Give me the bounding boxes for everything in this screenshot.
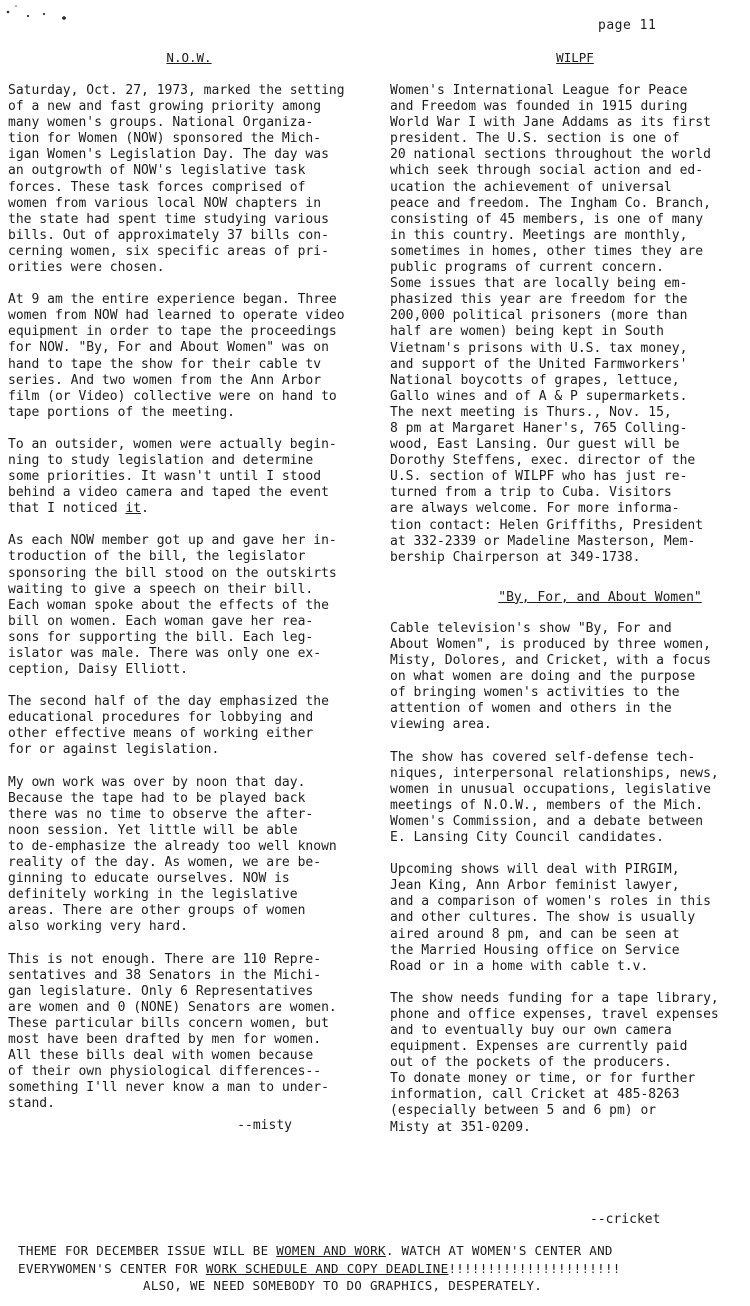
now-paragraph-3: To an outsider, women were actually begin- ning to study legislation and determine some priorities. It wasn't until I stood behind a video camera and taped the event that I noticed it. — [8, 436, 337, 517]
show-paragraph-1: Cable television's show "By, For and About Women", is produced by three women, Misty, Dolores, and Cricket, with a focus on what women are doing and the purpose of bringing women's activities to the attention of women and others in the viewing area. — [390, 620, 711, 733]
underlined-it: it — [125, 501, 142, 517]
show-paragraph-4: The show needs funding for a tape library, phone and office expenses, travel expenses and to eventually buy our own camera equipment. Expenses are currently paid out of the pockets of the producers. To donate money or time, or for further information, call Cricket at 485-8263 (especially between 5 and 6 pm) or Misty at 351-0209. — [390, 990, 719, 1135]
by-for-about-women-heading: "By, For, and About Women" — [498, 589, 702, 605]
wilpf-paragraph: Women's International League for Peace and Freedom was founded in 1915 during World War I with Jane Addams as its first president. The U.S. section is one of 20 national sections throughout the world which seek through social action and ed- ucation the achievement of universal peace and freedom. The Ingham Co. Branch, consisting of 45 members, is one of many in this country. Meetings are monthly, sometimes in homes, other times they are public programs of current concern. Some issues that are locally being em- phasized this year are freedom for the 200,000 political prisoners (more than half are women) being kept in South Vietnam's prisons with U.S. tax money, and support of the United Farmworkers' National boycotts of grapes, lettuce, Gallo wines and of A & P supermarkets. The next meeting is Thurs., Nov. 15, 8 pm at Margaret Haner's, 765 Colling- wood, East Lansing. Our guest will be Dorothy Steffens, exec. director of the U.S. section of WILPF who has just re- turned from a trip to Cuba. Visitors are always welcome. For more informa- tion contact: Helen Griffiths, President at 332-2339 or Madeline Masterson, Mem- bership Chairperson at 349-1738. — [390, 83, 711, 565]
cricket-signature: --cricket — [590, 1212, 661, 1227]
now-column — [8, 50, 370, 1135]
show-paragraph-2: The show has covered self-defense tech- niques, interpersonal relationships, news, women in unusual occupations, legislative meetings of N.O.W., members of the Mich. Women's Commission, and a debate between E. Lansing City Council candidates. — [390, 749, 719, 846]
now-paragraph-7: This is not enough. There are 110 Repre- sentatives and 38 Senators in the Michi- gan legislature. Only 6 Representatives are women and 0 (NONE) Senators are women. These particular bills concern women, but most have been drafted by men for women. All these bills deal with women because of their own physiological differences-- something I'll never know a man to under- stand. — [8, 951, 337, 1112]
now-paragraph-6: My own work was over by noon that day. Because the tape had to be played back there was no time to observe the after- noon session. Yet little will be able to de-emphasize the already too well known reality of the day. As women, we are be- ginning to educate ourselves. NOW is definitely working in the legislative areas. There are other groups of women also working very hard. — [8, 774, 337, 935]
page-number: page 11 — [598, 18, 657, 33]
now-paragraph-4: As each NOW member got up and gave her in- troduction of the bill, the legislator sponsoring the bill stood on the outskirts waiting to give a speech on their bill. Each woman spoke about the effects of the bill on women. Each woman gave her rea- sons for supporting the bill. Each leg- islator was male. There was only one ex- ception, Daisy Elliott. — [8, 533, 337, 678]
footer-line-1: THEME FOR DECEMBER ISSUE WILL BE WOMEN AND WORK. WATCH AT WOMEN'S CENTER AND — [18, 1243, 613, 1258]
wilpf-column — [390, 50, 746, 1152]
scan-specks — [2, 2, 72, 24]
show-paragraph-3: Upcoming shows will deal with PIRGIM, Jean King, Ann Arbor feminist lawyer, and a comparison of women's roles in this and other cultures. The show is usually aired around 8 pm, and can be seen at the Married Housing office on Service Road or in a home with cable t.v. — [390, 862, 711, 974]
now-heading: N.O.W. — [166, 50, 212, 65]
now-paragraph-5: The second half of the day emphasized the educational procedures for lobbying and other effective means of working either for or against legislation. — [8, 694, 329, 758]
footer-notice — [18, 1242, 738, 1295]
wilpf-heading: WILPF — [556, 50, 594, 65]
footer-line-3: ALSO, WE NEED SOMEBODY TO DO GRAPHICS, DESPERATELY. — [143, 1278, 543, 1293]
footer-line-2: EVERYWOMEN'S CENTER FOR WORK SCHEDULE AND COPY DEADLINE!!!!!!!!!!!!!!!!!!!!!! — [18, 1260, 621, 1276]
now-paragraph-2: At 9 am the entire experience began. Three women from NOW had learned to operate video equipment in order to tape the proceedings for NOW. "By, For and About Women" was on hand to tape the show for their cable tv series. And two women from the Ann Arbor film (or Video) collective were on hand to tape portions of the meeting. — [8, 292, 345, 420]
now-paragraph-1: Saturday, Oct. 27, 1973, marked the setting of a new and fast growing priority among many women's groups. National Organiza- tion for Women (NOW) sponsored the Mich- igan Women's Legislation Day. The day was an outgrowth of NOW's legislative task forces. These task forces comprised of women from various local NOW chapters in the state had spent time studying various bills. Out of approximately 37 bills con- cerning women, six specific areas of pri- orities were chosen. — [8, 83, 345, 276]
misty-signature: --misty — [237, 1118, 292, 1134]
